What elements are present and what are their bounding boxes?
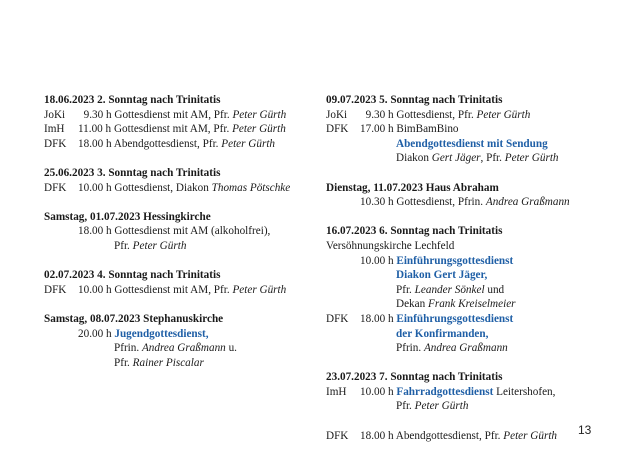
service-text: Pfr. <box>396 400 415 413</box>
time-label: 18.00 h <box>78 225 115 238</box>
location-code: DFK <box>326 312 349 325</box>
highlight-text: Einführungsgottesdienst <box>396 312 514 325</box>
time-label: 10.00 h <box>360 385 397 398</box>
entry-line <box>326 341 606 356</box>
entry-line <box>326 297 606 312</box>
entry-heading: Samstag, 01.07.2023 Hessingkirche <box>44 210 211 223</box>
entry-line <box>326 429 606 444</box>
person-name: Leander Sönkel <box>414 283 485 296</box>
entry-heading: 23.07.2023 7. Sonntag nach Trinitatis <box>326 371 503 384</box>
person-name: Peter Gürth <box>232 108 287 121</box>
time-label: 10.00 h <box>78 181 115 194</box>
highlight-text: Einführungsgottesdienst <box>396 254 514 267</box>
location-code: DFK <box>326 123 349 136</box>
entry-heading: Dienstag, 11.07.2023 Haus Abraham <box>326 181 499 194</box>
service-text: Pfr. <box>396 283 415 296</box>
highlight-text: Fahrradgottesdienst <box>396 385 494 398</box>
person-name: Peter Gürth <box>476 108 531 121</box>
location-code: JoKi <box>44 108 66 121</box>
time-label: 9.30 h <box>360 108 397 121</box>
service-text: Gottesdienst, Pfr. <box>396 108 477 121</box>
service-text: Gottesdienst mit AM, Pfr. <box>113 123 233 136</box>
service-text: Gottesdienst, Diakon <box>114 181 212 194</box>
service-entry <box>326 224 606 355</box>
time-label: 20.00 h <box>78 327 115 340</box>
person-name: Peter Gürth <box>232 123 286 136</box>
location-code: JoKi <box>326 108 348 121</box>
person-name: Peter Gürth <box>132 239 187 252</box>
time-label: 18.00 h <box>360 429 396 442</box>
person-name: Andrea Graßmann <box>485 196 570 209</box>
entry-line <box>326 151 606 166</box>
entry-line <box>44 108 306 123</box>
entry-line <box>326 327 606 342</box>
service-text: BimBamBino <box>396 123 459 136</box>
location-code: ImH <box>44 123 65 136</box>
highlight-text: Abendgottesdienst mit Sendung <box>396 137 548 150</box>
person-name: Frank Kreiselmeier <box>428 298 516 311</box>
service-entry <box>44 93 306 151</box>
trailing-text: Leitershofen, <box>493 385 556 398</box>
service-entry <box>326 370 606 443</box>
service-text: Pfrin. <box>114 342 142 355</box>
service-text: Abendgottesdienst, Pfr. <box>395 429 504 442</box>
location-code: DFK <box>326 429 349 442</box>
entry-line <box>326 312 606 327</box>
person-name: Peter Gürth <box>414 400 469 413</box>
person-name: Peter Gürth <box>504 152 559 165</box>
service-text: Diakon <box>396 152 432 165</box>
entry-line <box>44 283 306 298</box>
location-code: DFK <box>44 137 67 150</box>
entry-line <box>326 385 606 400</box>
service-entry <box>326 93 606 166</box>
entry-heading: 18.06.2023 2. Sonntag nach Trinitatis <box>44 94 221 106</box>
time-label: 11.00 h <box>78 123 114 136</box>
service-text: Dekan <box>396 298 428 311</box>
time-label: 17.00 h <box>360 123 397 136</box>
time-label: 10.00 h <box>360 254 397 267</box>
page-number: 13 <box>578 423 592 437</box>
entry-line <box>326 399 606 414</box>
entry-line <box>326 108 606 123</box>
entry-line <box>44 224 306 239</box>
entry-line <box>326 414 606 429</box>
trailing-text: u. <box>225 342 237 355</box>
time-label: 18.00 h <box>360 312 397 325</box>
person-name: Peter Gürth <box>221 137 276 150</box>
person-name: Rainer Piscalar <box>132 356 204 369</box>
service-text: Versöhnungskirche Lechfeld <box>326 239 455 252</box>
person-name: Andrea Graßmann <box>423 342 508 355</box>
highlight-text: der Konfirmanden, <box>396 327 489 340</box>
service-text: Pfr. <box>114 239 133 252</box>
service-entry <box>44 210 306 254</box>
right-column <box>326 93 606 458</box>
time-label: 18.00 h <box>78 137 114 150</box>
trailing-text: , Pfr. <box>480 152 505 165</box>
entry-line <box>326 283 606 298</box>
entry-line <box>44 327 306 342</box>
entry-heading: Samstag, 08.07.2023 Stephanuskirche <box>44 312 224 325</box>
service-text: Abendgottesdienst, Pfr. <box>113 137 222 150</box>
location-code: ImH <box>326 385 347 398</box>
person-name: Gert Jäger <box>431 152 481 165</box>
entry-heading: 25.06.2023 3. Sonntag nach Trinitatis <box>44 166 221 179</box>
service-text: Pfrin. <box>396 342 424 355</box>
person-name: Peter Gürth <box>503 429 558 442</box>
entry-line <box>326 195 606 210</box>
entry-line <box>326 239 606 254</box>
entry-line <box>44 356 306 371</box>
service-text: Gottesdienst mit AM, Pfr. <box>114 283 233 296</box>
location-code: DFK <box>44 283 67 296</box>
service-entry <box>44 268 306 297</box>
entry-line <box>326 137 606 152</box>
service-text: Pfr. <box>114 356 133 369</box>
entry-heading: 16.07.2023 6. Sonntag nach Trinitatis <box>326 225 503 238</box>
entry-heading: 02.07.2023 4. Sonntag nach Trinitatis <box>44 269 221 282</box>
service-entry <box>44 166 306 195</box>
service-text: Gottesdienst mit AM, Pfr. <box>114 108 233 121</box>
person-name: Andrea Graßmann <box>141 342 226 355</box>
service-text: Gottesdienst, Pfrin. <box>396 196 486 209</box>
time-label: 10.30 h <box>360 196 397 209</box>
service-text: Gottesdienst mit AM (alkoholfrei), <box>114 225 271 238</box>
trailing-text: und <box>484 283 505 296</box>
person-name: Thomas Pötschke <box>211 181 291 194</box>
service-entry <box>326 181 606 210</box>
service-entry <box>44 312 306 370</box>
location-code: DFK <box>44 181 67 194</box>
highlight-text: Diakon Gert Jäger, <box>396 269 488 282</box>
highlight-text: Jugendgottesdienst, <box>114 327 209 340</box>
entry-line <box>326 254 606 269</box>
entry-line <box>326 122 606 137</box>
entry-heading: 09.07.2023 5. Sonntag nach Trinitatis <box>326 94 503 106</box>
time-label: 10.00 h <box>78 283 115 296</box>
left-column <box>44 93 306 385</box>
entry-line <box>44 239 306 254</box>
person-name: Peter Gürth <box>232 283 287 296</box>
entry-line <box>44 341 306 356</box>
entry-line <box>44 122 306 137</box>
time-label: 9.30 h <box>78 108 115 121</box>
entry-line <box>44 137 306 152</box>
entry-line <box>44 181 306 196</box>
entry-line <box>326 268 606 283</box>
